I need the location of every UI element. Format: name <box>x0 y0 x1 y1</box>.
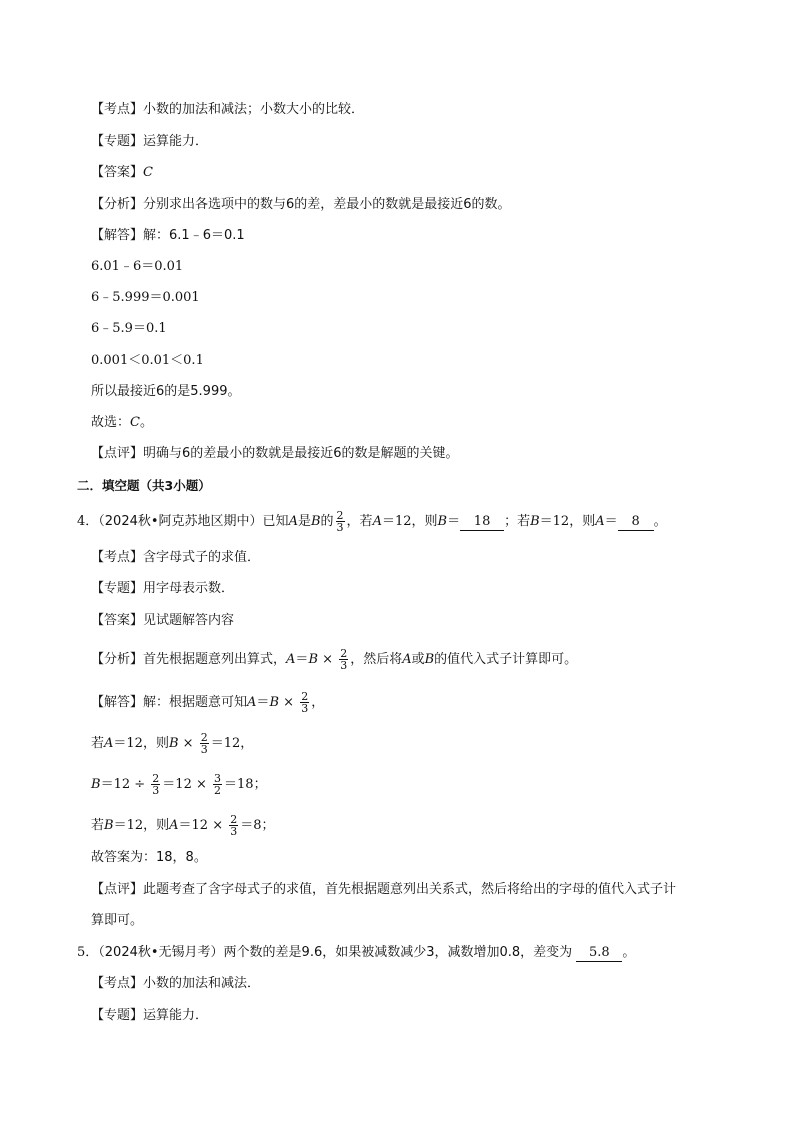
q4-daan-line <box>91 612 234 630</box>
times-sign: × <box>182 736 194 751</box>
kaodian-label: 【考点】 <box>91 550 144 565</box>
times-sign: × <box>195 777 207 792</box>
zhuanti-text: 运算能力． <box>143 1008 209 1023</box>
frac-den: 3 <box>152 784 160 797</box>
q5-zhuanti-line <box>91 1007 208 1025</box>
q4-step2 <box>91 773 267 796</box>
fraction-three-halves <box>213 773 222 796</box>
frac-den: 3 <box>301 702 309 715</box>
q4-fenxi-line <box>91 648 577 671</box>
var-a: A <box>288 514 298 529</box>
var-b: B <box>91 777 101 792</box>
frac-num: 2 <box>301 690 309 703</box>
q4-kaodian-line <box>91 549 260 567</box>
q3-step2: 6﹣5.999＝0.001 <box>91 290 200 305</box>
choose-suffix: 。 <box>139 415 153 430</box>
q4-step3 <box>91 814 275 837</box>
daan-text: C <box>143 165 153 180</box>
fraction-two-thirds <box>151 773 160 796</box>
q4-text: 已知 <box>262 514 289 529</box>
q3-step5: 所以最接近6的是5.999。 <box>91 384 241 399</box>
section-title: 二．填空题（共3小题） <box>77 478 211 493</box>
var-a: A <box>247 695 257 710</box>
q4-text: 是 <box>297 514 311 529</box>
var-b: B <box>168 736 179 751</box>
q4-text: 的 <box>320 514 334 529</box>
var-b: B <box>437 514 448 529</box>
var-a: A <box>402 652 412 667</box>
q5-source: （2024秋•无锡月考） <box>98 945 224 960</box>
q5-end: 。 <box>622 945 636 960</box>
zhuanti-label: 【专题】 <box>91 581 144 596</box>
q3-kaodian-line <box>91 101 364 119</box>
zhuanti-label: 【专题】 <box>91 1008 144 1023</box>
step-text: ＝12， <box>210 736 254 751</box>
jieda-label: 【解答】 <box>91 228 144 243</box>
fenxi-label: 【分析】 <box>91 652 144 667</box>
daan-label: 【答案】 <box>91 613 144 628</box>
kaodian-text: 小数的加法和减法． <box>143 976 261 991</box>
q3-step3: 6﹣5.9＝0.1 <box>91 321 167 336</box>
var-b: B <box>308 652 318 667</box>
frac-den: 3 <box>230 825 238 838</box>
daan-text: 见试题解答内容 <box>143 613 235 628</box>
q4-text: ＝ <box>604 514 618 529</box>
jieda-label: 【解答】 <box>91 695 144 710</box>
var-a: A <box>104 736 114 751</box>
step-text: ＝12，则 <box>113 736 169 751</box>
step-text: ＝12 <box>100 777 131 792</box>
q4-text: ＝12，则 <box>539 514 596 529</box>
q4-step1 <box>91 732 253 755</box>
q3-step1: 6.01﹣6＝0.01 <box>91 259 184 274</box>
fenxi-text: ，然后将 <box>350 652 403 667</box>
q4-text: ；若 <box>504 514 531 529</box>
zhuanti-text: 用字母表示数． <box>143 581 235 596</box>
kaodian-label: 【考点】 <box>91 102 144 117</box>
var-b: B <box>104 818 114 833</box>
q3-dianping-line <box>91 445 459 463</box>
frac-num: 2 <box>340 647 348 660</box>
q4-dianping-line <box>91 881 676 899</box>
step-text: 若 <box>91 736 105 751</box>
q3-choose-line <box>91 414 153 432</box>
times-sign: × <box>283 695 295 710</box>
fenxi-text: 分别求出各选项中的数与6的差，差最小的数就是最接近6的数。 <box>143 197 511 212</box>
q3-zhuanti-line <box>91 133 208 151</box>
q4-number: 4． <box>77 514 99 529</box>
q5-stem <box>77 944 635 962</box>
q4-zhuanti-line <box>91 580 234 598</box>
choose-value: C <box>130 415 140 430</box>
frac-num: 2 <box>200 731 208 744</box>
dianping-label: 【点评】 <box>91 882 144 897</box>
step-text: ＝12，则 <box>113 818 170 833</box>
fenxi-text: 的值代入式子计算即可。 <box>434 652 578 667</box>
jieda-text: 解：6.1﹣6＝0.1 <box>143 228 245 243</box>
step-text: ＝12 <box>178 818 209 833</box>
q4-source: （2024秋•阿克苏地区期中） <box>98 514 263 529</box>
answer-blank: 8 <box>618 514 654 531</box>
frac-den: 3 <box>336 521 344 534</box>
var-a: A <box>286 652 296 667</box>
answer-blank: 5.8 <box>576 945 622 962</box>
times-sign: × <box>322 652 334 667</box>
frac-den: 2 <box>214 784 222 797</box>
times-sign: × <box>212 818 224 833</box>
divide-sign: ÷ <box>134 777 146 792</box>
var-b: B <box>310 514 321 529</box>
frac-den: 3 <box>340 659 348 672</box>
step-text: ＝8； <box>240 818 275 833</box>
equals-sign: ＝ <box>256 695 270 710</box>
frac-num: 3 <box>214 772 222 785</box>
q4-stem <box>77 510 667 533</box>
q5-text: 两个数的差是9.6，如果被减数减少3，减数增加0.8，差变为 <box>223 945 573 960</box>
var-a: A <box>372 514 382 529</box>
fraction-two-thirds <box>229 814 238 837</box>
frac-num: 2 <box>230 813 238 826</box>
q3-fenxi-line <box>91 196 511 214</box>
zhuanti-label: 【专题】 <box>91 134 144 149</box>
frac-den: 3 <box>200 743 208 756</box>
q4-text: ＝ <box>447 514 461 529</box>
q5-number: 5． <box>77 945 99 960</box>
fraction-two-thirds <box>300 691 309 714</box>
answer-blank: 18 <box>460 514 504 531</box>
var-a: A <box>169 818 179 833</box>
step-text: ＝18； <box>224 777 267 792</box>
choose-prefix: 故选： <box>91 415 131 430</box>
kaodian-text: 含字母式子的求值． <box>143 550 261 565</box>
q4-text: ＝12，则 <box>381 514 438 529</box>
fenxi-text: 或 <box>411 652 425 667</box>
fraction-two-thirds <box>336 510 345 533</box>
fraction-two-thirds <box>339 648 348 671</box>
q4-jieda-line <box>91 691 324 714</box>
zhuanti-text: 运算能力． <box>143 134 209 149</box>
daan-label: 【答案】 <box>91 165 144 180</box>
fenxi-label: 【分析】 <box>91 197 144 212</box>
q5-kaodian-line <box>91 975 260 993</box>
frac-num: 2 <box>336 509 344 522</box>
jieda-text: 解：根据题意可知 <box>143 695 248 710</box>
step-text: 若 <box>91 818 105 833</box>
q4-text: 。 <box>653 514 667 529</box>
dianping-label: 【点评】 <box>91 446 144 461</box>
dianping-text: 明确与6的差最小的数就是最接近6的数是解题的关键。 <box>143 446 459 461</box>
q3-step4: 0.001＜0.01＜0.1 <box>91 353 204 368</box>
equals-sign: ＝ <box>295 652 309 667</box>
jieda-text: ， <box>311 695 325 710</box>
step-text: ＝12 <box>162 777 192 792</box>
kaodian-label: 【考点】 <box>91 976 144 991</box>
var-a: A <box>595 514 605 529</box>
dianping-text: 此题考查了含字母式子的求值，首先根据题意列出关系式，然后将给出的字母的值代入式子计 <box>143 882 677 897</box>
kaodian-text: 小数的加法和减法；小数大小的比较． <box>143 102 365 117</box>
fenxi-text: 首先根据题意列出算式， <box>143 652 287 667</box>
var-b: B <box>424 652 435 667</box>
q4-result: 故答案为：18，8。 <box>91 850 207 865</box>
var-b: B <box>530 514 540 529</box>
q4-dianping-line2: 算即可。 <box>91 913 144 928</box>
var-b: B <box>269 695 279 710</box>
frac-num: 2 <box>152 772 160 785</box>
fraction-two-thirds <box>200 732 209 755</box>
q4-text: ，若 <box>346 514 373 529</box>
q3-daan-line <box>91 164 153 182</box>
q3-jieda-line <box>91 227 245 245</box>
